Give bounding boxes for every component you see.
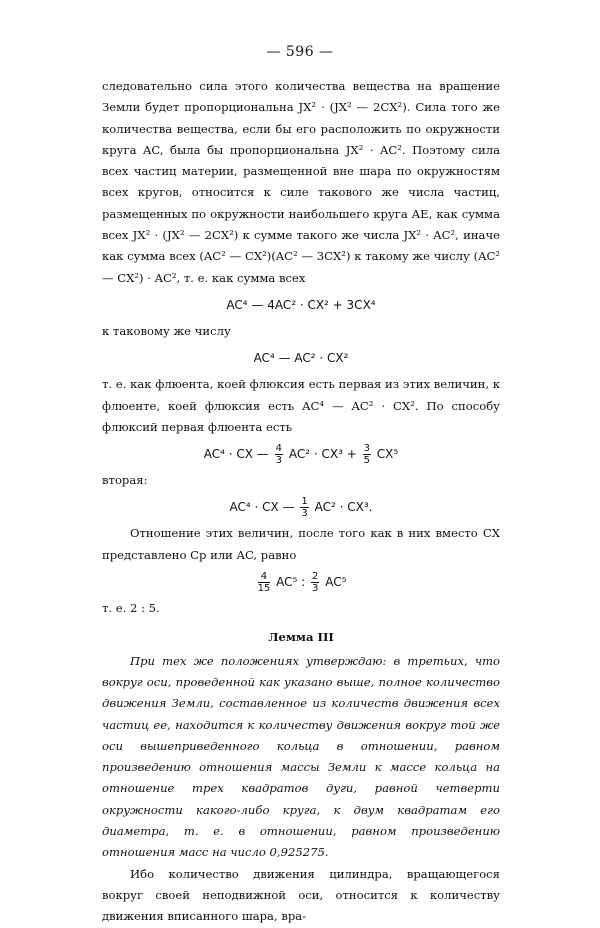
formula-4-fraction <box>300 496 308 519</box>
lemma-text: При тех же положениях утверждаю: в третьих, что вокруг оси, проведенной как указано выше, полное количество движения Земли, составленное из количеств движения всех частиц ее, находится к количеству движения вокруг той же оси вышеприведенного кольца в отношении, равном произведению отношения массы Земли к массе кольца на отношение трех квадратов дуги, равной четверти окружности какого-либо круга, к двум квадратам его диаметра, т. е. в отношении, равном произведению отношения масс на число 0,925275. <box>102 653 500 860</box>
formula-4 <box>102 495 500 519</box>
paragraph-3: т. е. как флюента, коей флюксия есть первая из этих величин, к флюенте, коей флюксия есть AC⁴ — AC² · CX². По способу флюксий первая флюента есть <box>102 377 500 434</box>
page-number: — 596 — <box>266 44 334 60</box>
paragraph-6: Ибо количество движения цилиндра, вращающегося вокруг своей неподвижной оси, относится к количеству движения вписанного шара, вра- <box>102 866 500 924</box>
fraction-numerator: 3 <box>363 443 370 455</box>
fraction-denominator: 15 <box>257 583 271 595</box>
lemma-heading: Лемма III <box>268 630 334 645</box>
fraction-numerator: 4 <box>275 443 283 455</box>
formula-5-part-1: AC⁵ : <box>276 575 306 590</box>
formula-3-fraction-2 <box>363 443 371 466</box>
label-second: вторая: <box>102 473 148 488</box>
paragraph-1: следовательно сила этого количества вещества на вращение Земли будет пропорциональна JX² · (JX² — 2CX²). Сила того же количества вещества, если бы его расположить по окружности круга AC, была бы пропорциональна JX² · AC². Поэтому сила всех частиц материи, размещенной вне шара по окружностям всех кругов, относится к силе такового же числа частиц, размещенных по окружности наибольшего круга AE, как сумма всех JX² · (JX² — 2CX²) к сумме такого же числа JX² · AC², иначе как сумма всех (AC² — CX²)(AC² — 3CX²) к такому же числу (AC² — CX²) · AC², т. е. как сумма всех <box>102 79 500 285</box>
fraction-denominator: 3 <box>301 508 308 520</box>
formula-5-fraction-2 <box>311 571 319 594</box>
fraction-denominator: 3 <box>312 583 319 595</box>
fraction-numerator: 4 <box>258 571 271 583</box>
fraction-numerator: 1 <box>301 496 308 508</box>
formula-3-part-1: AC⁴ · CX — <box>203 447 269 462</box>
page-body <box>102 76 500 928</box>
paragraph-2: к таковому же числу <box>102 323 231 338</box>
lemma-statement <box>102 651 500 864</box>
fraction-denominator: 3 <box>275 455 283 467</box>
formula-4-part-2: AC² · CX³. <box>314 500 373 515</box>
formula-5-fraction-1 <box>258 571 271 594</box>
formula-3-part-3: CX⁵ <box>376 447 399 462</box>
fraction-numerator: 2 <box>312 571 319 583</box>
paragraph-5: т. е. 2 : 5. <box>102 601 160 616</box>
formula-4-part-1: AC⁴ · CX — <box>229 500 295 515</box>
formula-5-part-2: AC⁵ <box>325 575 347 590</box>
formula-3 <box>102 442 500 466</box>
formula-3-part-2: AC² · CX³ + <box>288 447 357 462</box>
paragraph-4: Отношение этих величин, после того как в них вместо CX представлено Cp или AC, равно <box>102 526 500 562</box>
fraction-denominator: 5 <box>363 455 370 467</box>
formula-5 <box>102 570 500 594</box>
formula-2: AC⁴ — AC² · CX² <box>253 351 349 366</box>
formula-1: AC⁴ — 4AC² · CX² + 3CX⁴ <box>226 297 376 312</box>
formula-3-fraction-1 <box>275 443 283 466</box>
